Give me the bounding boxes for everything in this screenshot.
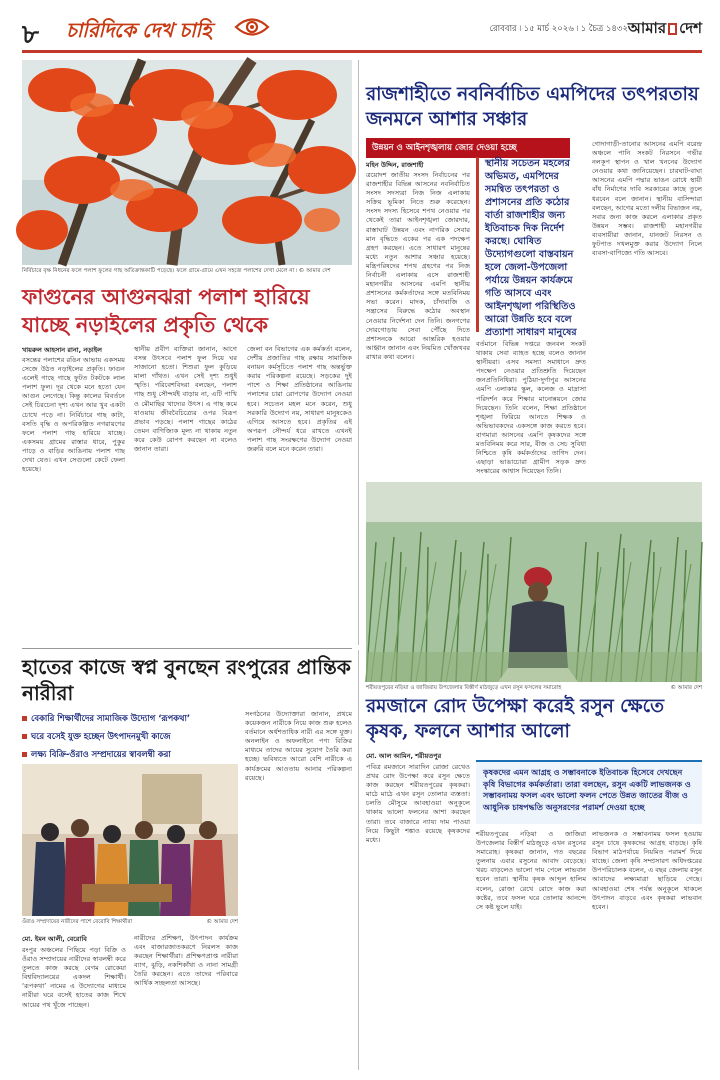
- column-divider: [358, 60, 359, 645]
- logo-right: দেশ: [679, 19, 702, 37]
- date-line: রোববার ৷ ১৫ মার্চ ২০২৬ ৷ ১ চৈত্র ১৪৩২: [489, 24, 628, 34]
- rangpur-column-1: রংপুর অঞ্চলের পিছিয়ে পড়া বিক্রি ও ওঁরাও সম্প্রদায়ের নারীদের স্বাবলম্বী করে তুলতে কাজ করছে বেগম রোকেয়া বিশ্ববিদ্যালয়ের একদল শিক্ষার্থী। ‘রূপকথা’ নামের এ উদ্যোগের মাধ্যমে নারীরা ঘরে বসেই হাতের কাজ শিখে আয়ের পথ খুঁজে পাচ্ছেন।: [22, 946, 126, 1009]
- rajshahi-column-3: গোদাগাড়ী-তানোর আসনের এমপি বরেন্দ্র অঞ্চলে পানি সংকট নিরসনে গভীর নলকূপ স্থাপন ও খাল খননের উদ্যোগ নেওয়ার কথা জানিয়েছেন। চারঘাট-বাঘা আসনের এমপি পদ্মার ভাঙন রোধে স্থায়ী বাঁধ নির্মাণের দাবি সরকারের কাছে তুলে ধরবেন বলে জানান। স্থানীয় বাসিন্দারা বলছেন, আগের মতো দলীয় বিভাজন নয়, সবার জন্য কাজ করলে এলাকার প্রকৃত উন্নয়ন সম্ভব। রাজশাহী মহানগরীর ব্যবসায়ীরা জানান, যানজট নিরসন ও ফুটপাত দখলমুক্ত করার উদ্যোগ নিলে ব্যবসা-বাণিজ্যে গতি আসবে।: [592, 140, 702, 258]
- onion-column-1: পবিত্র রমজানে সারাদিন রোজা রেখেও প্রখর রোদ উপেক্ষা করে রসুন ক্ষেতে কাজ করছেন শরীয়তপুরের কৃষকরা। মাঠে মাঠে এখন রসুন তোলার ব্যস্ততা। চলতি মৌসুমে আবহাওয়া অনুকূলে থাকায় ভালো ফলনের আশা করছেন তারা। তবে বাজারে ন্যায্য দাম পাওয়া নিয়ে কিছুটা শঙ্কাও রয়েছে কৃষকদের মধ্যে।: [366, 763, 470, 844]
- header-rule: [22, 50, 702, 53]
- onion-byline: মো. আল আমিন, শরীয়তপুর: [366, 752, 442, 760]
- rajshahi-subhead: উন্নয়ন ও আইনশৃঙ্খলায় জোর দেওয়া হচ্ছে: [366, 138, 570, 158]
- palash-column-1: বসন্তের পলাশের রঙিন আভায় একসময় সেজে উঠত নড়াইলের প্রকৃতি। ফাগুন এলেই গাছে গাছে ফুটত টকটকে লাল পলাশ ফুল। দূর থেকে মনে হতো যেন আগুন লেগেছে। কিন্তু কালের বিবর্তনে সেই চিরচেনা দৃশ্য এখন আর খুব একটা চোখে পড়ে না। নির্বিচারে গাছ কাটা, বসতি বৃদ্ধি ও অপরিকল্পিত নগরায়ণের ফলে পলাশ গাছ হারিয়ে যাচ্ছে। একসময় গ্রামের রাস্তার ধারে, পুকুর পাড়ে ও বাড়ির আঙিনায় পলাশ গাছ দেখা যেত। এখন সেগুলো কেটে ফেলা হয়েছে।: [22, 356, 125, 474]
- section-divider: [22, 648, 352, 649]
- onion-intro: কৃষকদের এমন আগ্রহ ও সম্ভাবনাকে ইতিবাচক হিসেবে দেখছেন কৃষি বিভাগের কর্মকর্তারা। তারা বলছেন, রসুন একটি লাভজনক ও সম্ভাবনাময় ফসল এবং ভালো ফলন পেতে উন্নত জাতের বীজ ও আধুনিক চাষপদ্ধতি অনুসরণের পরামর্শ দেওয়া হচ্ছে: [476, 760, 702, 824]
- rangpur-photo-caption: ওঁরাও সম্প্রদায়ের নারীদের পাশে বেরোবি শিক্ষার্থীরা: [22, 919, 133, 925]
- rajshahi-byline: মহিন উদ্দিন, রাজশাহী: [366, 161, 424, 169]
- onion-column-3: লাভজনক ও সম্ভাবনাময় ফসল হওয়ায় রসুন চাষে কৃষকদের আগ্রহ বাড়ছে। কৃষি বিভাগ মাঠপর্যায়ে নিয়মিত পরামর্শ দিয়ে যাচ্ছে। জেলা কৃষি সম্প্রসারণ অধিদপ্তরের উপপরিচালক বলেন, এ বছর জেলায় রসুন আবাদের লক্ষ্যমাত্রা ছাড়িয়ে গেছে। আবহাওয়া শেষ পর্যন্ত অনুকূলে থাকলে উৎপাদন বাড়বে এবং কৃষকরা লাভবান হবেন।: [592, 830, 702, 911]
- rangpur-bullet-2: ঘরে বসেই যুক্ত হচ্ছেন উৎপাদনমুখী কাজে: [22, 730, 222, 744]
- eye-icon: [234, 16, 270, 38]
- onion-field-photo: [366, 482, 702, 682]
- rangpur-bullets: [22, 712, 222, 766]
- palash-column-3: জেলা বন বিভাগের এক কর্মকর্তা বলেন, দেশীয় প্রজাতির গাছ রক্ষায় সামাজিক বনায়ন কর্মসূচিতে পলাশ গাছ অন্তর্ভুক্ত করার পরিকল্পনা রয়েছে। সড়কের দুই পাশে ও শিক্ষা প্রতিষ্ঠানের আঙিনায় পলাশের চারা রোপণের উদ্যোগ নেওয়া হবে। সচেতন মহল মনে করেন, শুধু সরকারি উদ্যোগ নয়, সাধারণ মানুষকেও এগিয়ে আসতে হবে। প্রকৃতির এই অপরূপ সৌন্দর্য ধরে রাখতে এখনই পলাশ গাছ সংরক্ষণের উদ্যোগ নেওয়া জরুরি বলে মনে করেন তারা।: [247, 345, 352, 454]
- onion-column-2: শরীয়তপুরের নড়িয়া ও জাজিরা উপজেলার বিস্তীর্ণ মাঠজুড়ে এখন রসুনের সমারোহ। কৃষকরা জানান, গত বছরের তুলনায় এবার রসুনের আবাদ বেড়েছে। খরচ বাড়লেও ভালো দাম পেলে লাভবান হবেন তারা। স্থানীয় কৃষক আব্দুল হালিম বলেন, রোজা রেখে রোদে কাজ করা কষ্টের, তবে ফসল ঘরে তোলার আনন্দে সে কষ্ট ভুলে যাই।: [476, 830, 586, 911]
- page-header: [22, 10, 702, 48]
- palash-tree-photo: [22, 60, 352, 265]
- logo-left: আমার: [627, 19, 667, 37]
- column-divider-lower: [358, 650, 359, 1070]
- palash-headline: ফাগুনের আগুনঝরা পলাশ হারিয়ে যাচ্ছে নড়াইলের প্রকৃতি থেকে: [22, 284, 310, 337]
- rajshahi-column-1: ত্রয়োদশ জাতীয় সংসদ নির্বাচনের পর রাজশাহীর বিভিন্ন আসনের নবনির্বাচিত সংসদ সদস্যরা নিজ নিজ এলাকায় সক্রিয় ভূমিকা নিতে শুরু করেছেন। সংসদ সদস্য হিসেবে শপথ নেওয়ার পর থেকেই তারা আইনশৃঙ্খলা জোরদার, রাস্তাঘাট উন্নয়ন এবং নাগরিক সেবার মান বৃদ্ধিতে একের পর এক পদক্ষেপ গ্রহণ করছেন। এতে সাধারণ মানুষের মধ্যে নতুন আশার সঞ্চার হয়েছে। মন্ত্রিপরিষদের শপথ গ্রহণের পর নিজ নির্বাচনী এলাকায় এসে রাজশাহী মহানগরীর আসনের এমপি স্থানীয় প্রশাসনের কর্মকর্তাদের সঙ্গে মতবিনিময় সভা করেন। মাদক, চাঁদাবাজি ও সন্ত্রাসের বিরুদ্ধে কঠোর অবস্থান নেওয়ার নির্দেশনা দেন তিনি। জনগণের দোরগোড়ায় সেবা পৌঁছে দিতে প্রশাসনকে আরো আন্তরিক হওয়ার আহ্বান জানান এবং নিয়মিত খোঁজখবর রাখার কথা বলেন।: [366, 171, 470, 361]
- palash-photo-caption: নির্বিচারে বৃক্ষ নিধনের ফলে পলাশ ফুলের গাছ অতিক্রান্তকাটি পড়েছে। ফলে গ্রামে-গ্রামে এখন সহজে পলাশের দেখা মেলে না ৷ © আমার দেশ: [22, 268, 331, 274]
- rajshahi-column-2: বর্তমানে বিভিন্ন দপ্তরে জনবল সংকট থাকায় সেবা ব্যাহত হচ্ছে বলেও জানান স্থানীয়রা। এসব সমস্যা সমাধানে দ্রুত পদক্ষেপ নেওয়ার প্রতিশ্রুতি দিয়েছেন জনপ্রতিনিধিরা। পুঠিয়া-দুর্গাপুর আসনের এমপি এলাকার স্কুল, কলেজ ও মাদ্রাসা পরিদর্শন করে শিক্ষার মানোন্নয়নে জোর দিয়েছেন। তিনি বলেন, শিক্ষা প্রতিষ্ঠানে শৃঙ্খলা ফিরিয়ে আনতে শিক্ষক ও অভিভাবকদের একসঙ্গে কাজ করতে হবে। বাগমারা আসনের এমপি কৃষকদের সঙ্গে মতবিনিময় করে সার, বীজ ও সেচ সুবিধা নিশ্চিতে কৃষি কর্মকর্তাদের তাগিদ দেন। এছাড়া ভাঙাচোরা গ্রামীণ সড়ক দ্রুত সংস্কারের আশ্বাস দিয়েছেন তিনি।: [476, 340, 586, 476]
- onion-photo-caption: শরীয়তপুরের নড়িয়া ও জাজিরায় উপজেলার বিস্তীর্ণ মাঠজুড়ে এখন রসুন ফসলের সমারোহ: [366, 685, 562, 691]
- rajshahi-highlight: স্থানীয় সচেতন মহলের অভিমত, এমপিদের সমন্বিত তৎপরতা ও প্রশাসনের প্রতি কঠোর বার্তা রাজশাহীর জন্য ইতিবাচক দিক নির্দেশ করছে। ঘোষিত উদ্যোগগুলো বাস্তবায়ন হলে জেলা-উপজেলা পর্যায়ে উন্নয়ন কার্যক্রমে গতি আসবে এবং আইনশৃঙ্খলা পরিস্থিতিও আরো উন্নতি হবে বলে প্রত্যাশা সাধারণ মানুষের: [476, 157, 586, 332]
- onion-photo-credit: © আমার দেশ: [670, 685, 702, 691]
- onion-headline: রমজানে রোদ উপেক্ষা করেই রসুন ক্ষেতে কৃষক, ফলনে আশার আলো: [366, 696, 664, 742]
- rangpur-photo-credit: © আমার দেশ: [206, 919, 238, 925]
- page-number: ৮: [22, 20, 39, 50]
- rangpur-column-3: সংগঠনের উদ্যোক্তারা জানান, প্রথমে কয়েকজন নারীকে নিয়ে কাজ শুরু হলেও বর্তমানে অর্ধশতাধিক নারী এর সঙ্গে যুক্ত। অনলাইন ও অফলাইনে পণ্য বিক্রির মাধ্যমে তাদের আয়ের সুযোগ তৈরি করা হচ্ছে। ভবিষ্যতে আরো বেশি নারীকে এ কার্যক্রমের আওতায় আনার পরিকল্পনা রয়েছে।: [245, 710, 352, 782]
- rangpur-bullet-1: বেকারি শিক্ষার্থীদের সামাজিক উদ্যোগ ‘রূপকথা’: [22, 712, 222, 726]
- rangpur-byline: মো. ইমন আলী, বেরোবি: [22, 935, 87, 943]
- rajshahi-headline: রাজশাহীতে নবনির্বাচিত এমপিদের তৎপরতায় জনমনে আশার সঞ্চার: [366, 84, 699, 130]
- section-title: চারিদিকে দেখ চাহি: [66, 18, 212, 42]
- rangpur-headline: হাতের কাজে স্বপ্ন বুনছেন রংপুরের প্রান্তিক নারীরা: [22, 655, 351, 705]
- rangpur-bullet-3: লক্ষ্য বিক্রি-ওঁরাও সম্প্রদায়ের স্বাবলম্বী করা: [22, 748, 222, 762]
- rangpur-column-2: নারীদের প্রশিক্ষণ, উৎপাদন কার্যক্রম এবং বাজারজাতকরণে নিরলস কাজ করছেন শিক্ষার্থীরা। প্রশিক্ষণপ্রাপ্ত নারীরা ব্যাগ, ঝুড়ি, নকশিকাঁথা ও নানা সামগ্রী তৈরি করছেন। এতে তাদের পরিবারে আর্থিক সচ্ছলতা আসছে।: [134, 934, 238, 988]
- palash-column-2: স্থানীয় প্রবীণ ব্যক্তিরা জানান, আগে বসন্ত উৎসবে পলাশ ফুল দিয়ে ঘর সাজানো হতো। শিশুরা ফুল কুড়িয়ে মালা গাঁথত। এখন সেই দৃশ্য শুধুই স্মৃতি। পরিবেশবিদরা বলছেন, পলাশ গাছ শুধু সৌন্দর্যই বাড়ায় না, এটি পাখি ও মৌমাছির খাদ্যের উৎস। এ গাছ কমে যাওয়ায় জীববৈচিত্র্যের ওপর বিরূপ প্রভাব পড়ছে। পলাশ গাছের কাঠের তেমন বাণিজ্যিক মূল্য না থাকায় নতুন করে কেউ রোপণ করছেন না বলেও জানান তারা।: [134, 345, 237, 454]
- newspaper-logo: [628, 17, 702, 42]
- palash-byline: খায়রুল আহসান রানা, নড়াইল: [22, 346, 102, 354]
- rangpur-group-photo: [22, 764, 238, 916]
